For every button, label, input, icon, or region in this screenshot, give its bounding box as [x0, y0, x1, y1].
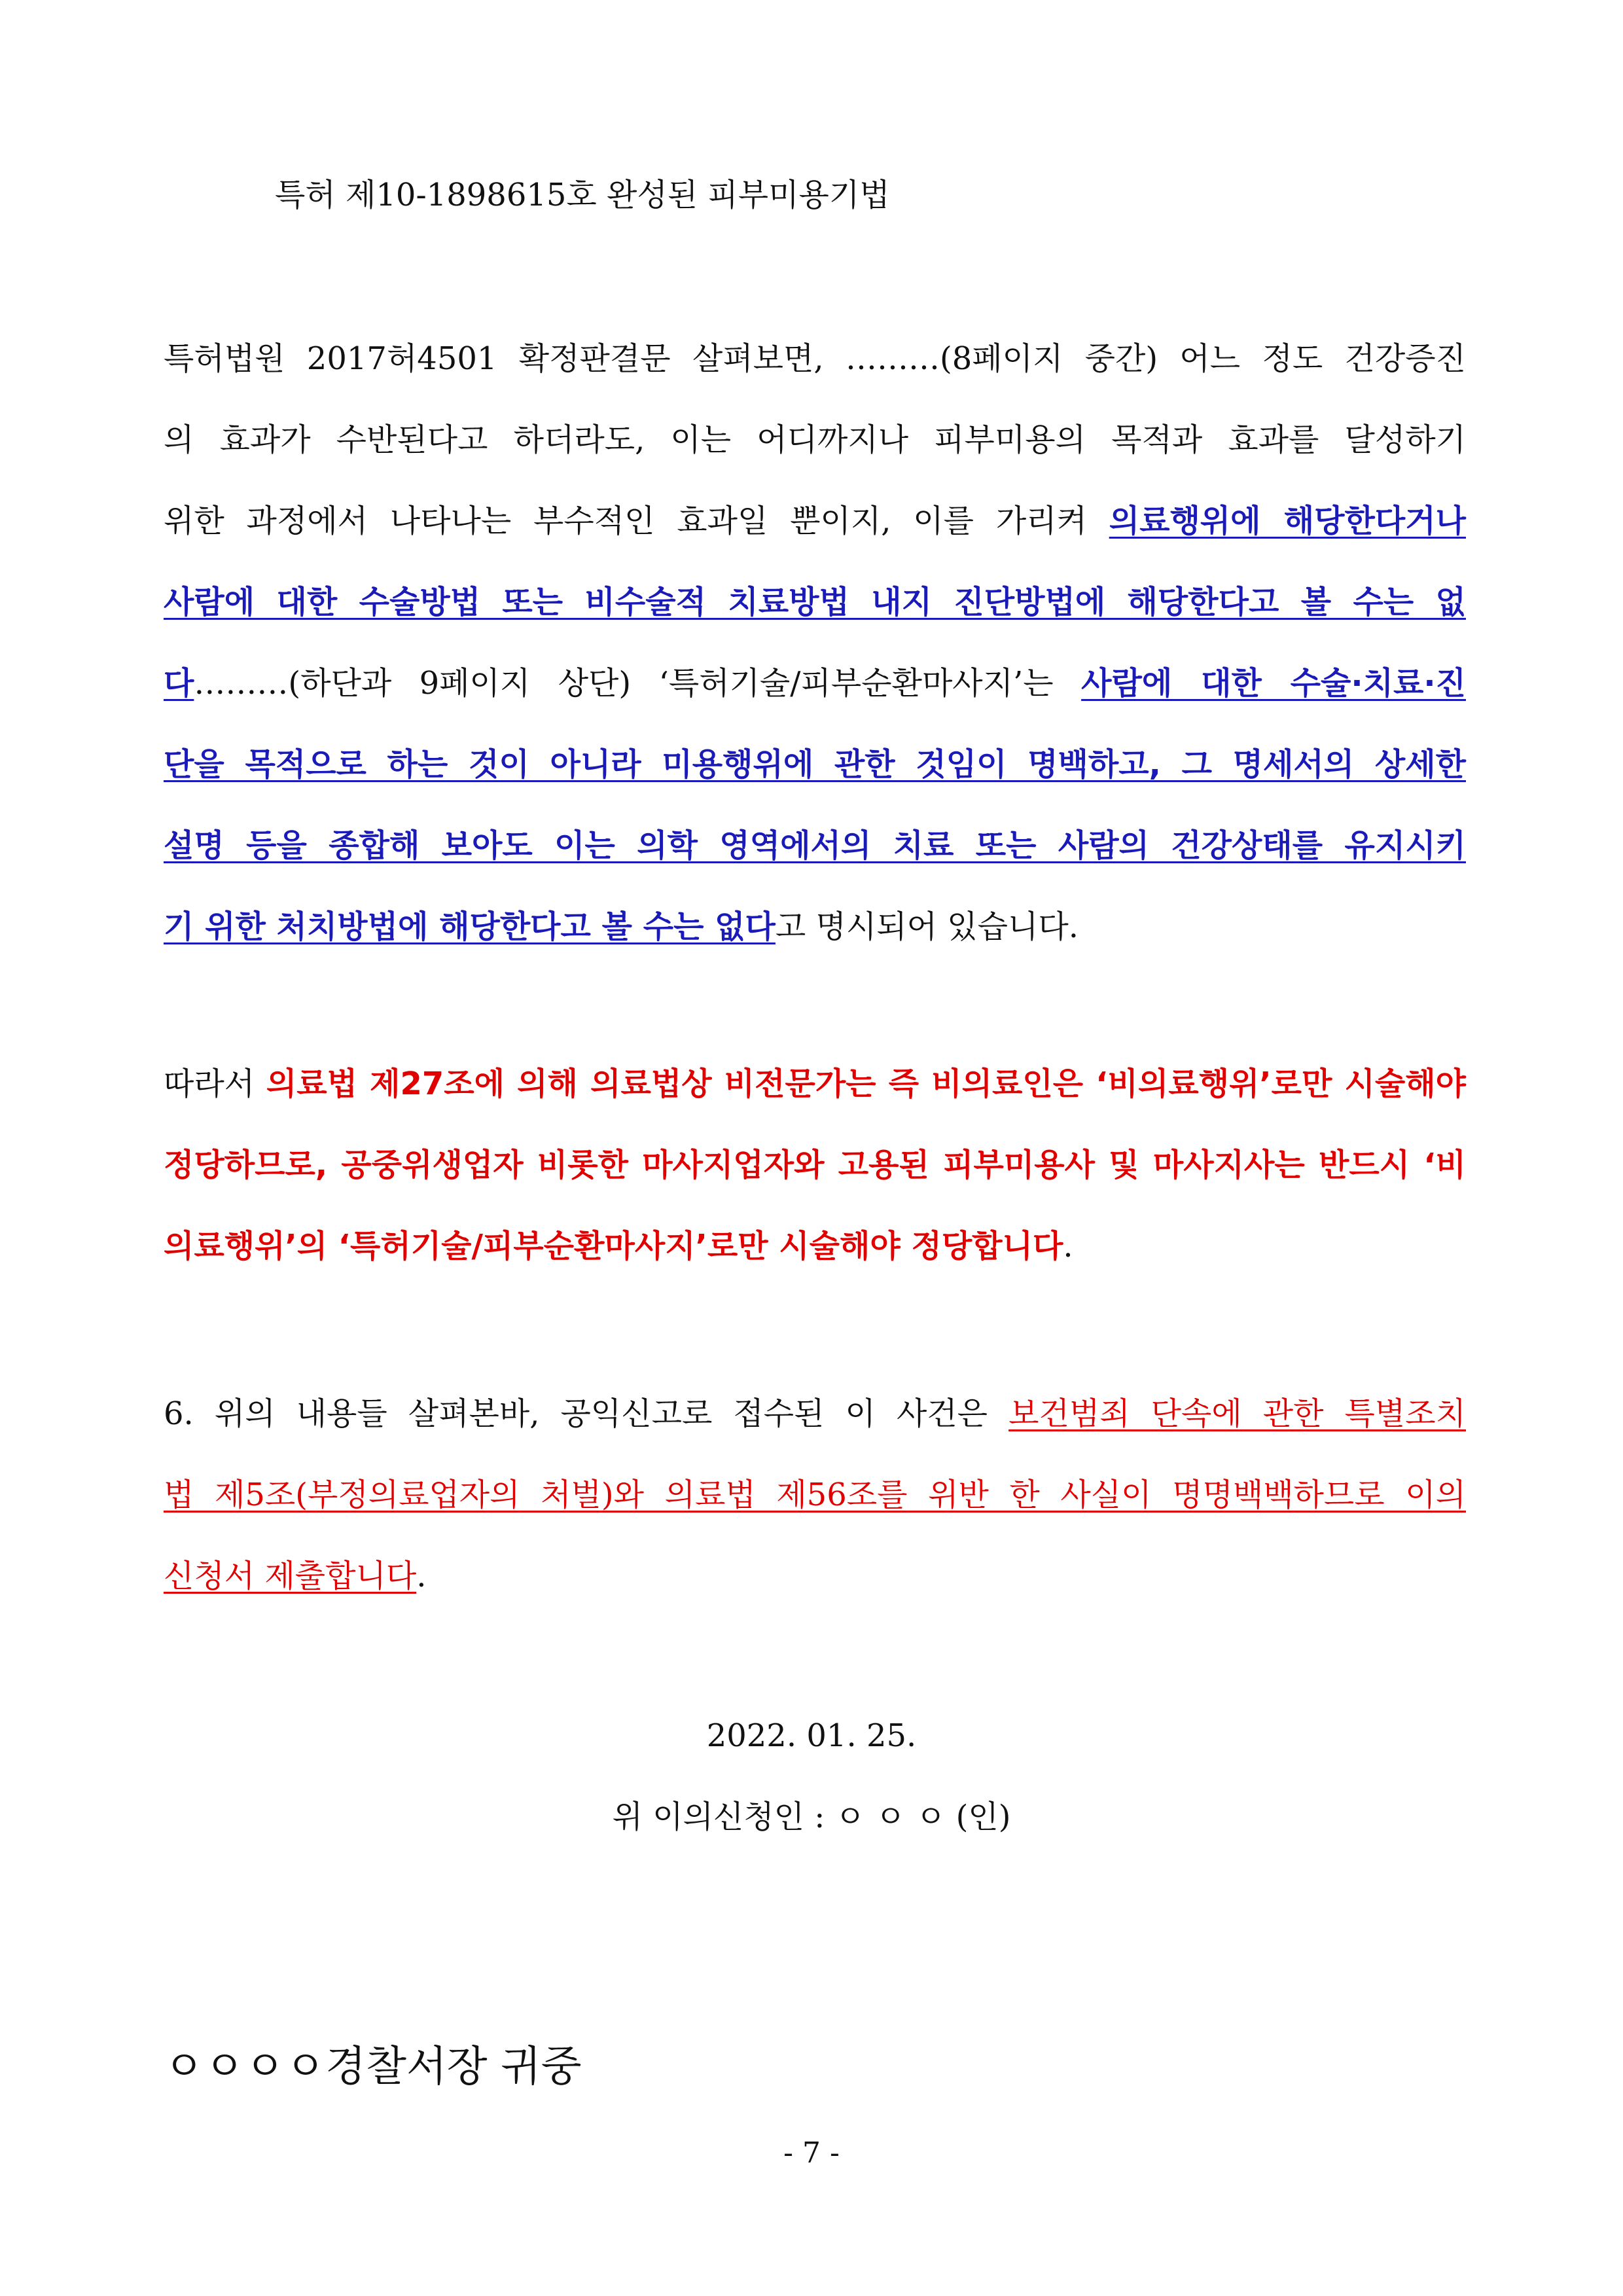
- page-number: - 7 -: [783, 2136, 840, 2170]
- para1-line5: [164, 664, 1466, 703]
- emphasis-submit: 신청서 제출합니다: [164, 1558, 417, 1594]
- highlight-diagnosis-purpose: 단을 목적으로 하는 것이 아니라 미용행위에 관한 것임이 명백하고, 그 명세서의 상세한: [164, 746, 1466, 783]
- para1-line3-text: 위한 과정에서 나타나는 부수적인 효과일 뿐이지, 이를 가리켜: [164, 503, 1109, 539]
- emphasis-patent-technique: 의료행위’의 ‘특허기술/피부순환마사지’로만 시술해야 정당합니다: [164, 1228, 1063, 1265]
- para2-line3-text: .: [1063, 1228, 1073, 1265]
- heading: [275, 175, 1577, 215]
- para2-line3: [164, 1227, 1466, 1266]
- highlight-end: 다: [164, 665, 194, 702]
- para2-line2: [164, 1145, 1466, 1185]
- emphasis-violation: 법 제5조(부정의료업자의 처벌)와 의료법 제56조를 위반 한 사실이 명명백백하므로 이의: [164, 1477, 1466, 1513]
- para1-line3: [164, 501, 1466, 541]
- para1-line6: [164, 745, 1466, 784]
- para3-line2: [164, 1475, 1466, 1515]
- emphasis-special-act: 보건범죄 단속에 관한 특별조치: [1008, 1395, 1466, 1432]
- para1-line8-text: 고 명시되어 있습니다.: [775, 908, 1079, 945]
- addressee: ㅇㅇㅇㅇ경찰서장 귀중: [164, 2043, 582, 2091]
- para1-line1: [164, 339, 1466, 378]
- signature: [0, 1797, 1623, 1837]
- heading-text: 특허 제10-1898615호 완성된 피부미용기법: [275, 177, 890, 213]
- para1-line2: [164, 420, 1466, 459]
- para2-line1: [164, 1064, 1466, 1103]
- para3-line3-text: .: [416, 1558, 427, 1594]
- para3-line1-text: 6. 위의 내용들 살펴본바, 공익신고로 접수된 이 사건은: [164, 1395, 1009, 1432]
- para3-line1: [164, 1394, 1466, 1433]
- emphasis-article27: 의료법 제27조에 의해 의료법상 비전문가는 즉 비의료인은 ‘비의료행위’로만 시술해야: [266, 1066, 1466, 1102]
- date: [0, 1716, 1623, 1755]
- signature-text: 위 이의신청인 : ㅇ ㅇ ㅇ (인): [612, 1799, 1011, 1835]
- para1-line8: [164, 907, 1466, 946]
- para2-line1-text: 따라서: [164, 1066, 266, 1102]
- emphasis-massage-business: 정당하므로, 공중위생업자 비롯한 마사지업자와 고용된 피부미용사 및 마사지사는 반드시 ‘비: [164, 1147, 1466, 1183]
- para1-line7: [164, 826, 1466, 865]
- para1-line4: [164, 583, 1466, 622]
- highlight-surgery-method: 사람에 대한 수술방법 또는 비수술적 치료방법 내지 진단방법에 해당한다고 볼 수는 없: [164, 584, 1466, 620]
- para1-line5-text: ………(하단과 9페이지 상단) ‘특허기술/피부순환마사지’는: [194, 665, 1082, 702]
- highlight-medical-domain: 설명 등을 종합해 보아도 이는 의학 영역에서의 치료 또는 사람의 건강상태를 유지시키: [164, 827, 1466, 864]
- para1-line1-text: 특허법원 2017허4501 확정판결문 살펴보면, ………(8페이지 중간) 어느 정도 건강증진: [164, 340, 1466, 377]
- date-text: 2022. 01. 25.: [706, 1717, 917, 1754]
- highlight-medical-act: 의료행위에 해당한다거나: [1109, 503, 1466, 539]
- highlight-surgery-treatment: 사람에 대한 수술·치료·진: [1081, 665, 1466, 702]
- highlight-treatment-method: 기 위한 처치방법에 해당한다고 볼 수는 없다: [164, 908, 776, 945]
- para3-line3: [164, 1556, 1466, 1596]
- para1-line2-text: 의 효과가 수반된다고 하더라도, 이는 어디까지나 피부미용의 목적과 효과를 달성하기: [164, 422, 1466, 458]
